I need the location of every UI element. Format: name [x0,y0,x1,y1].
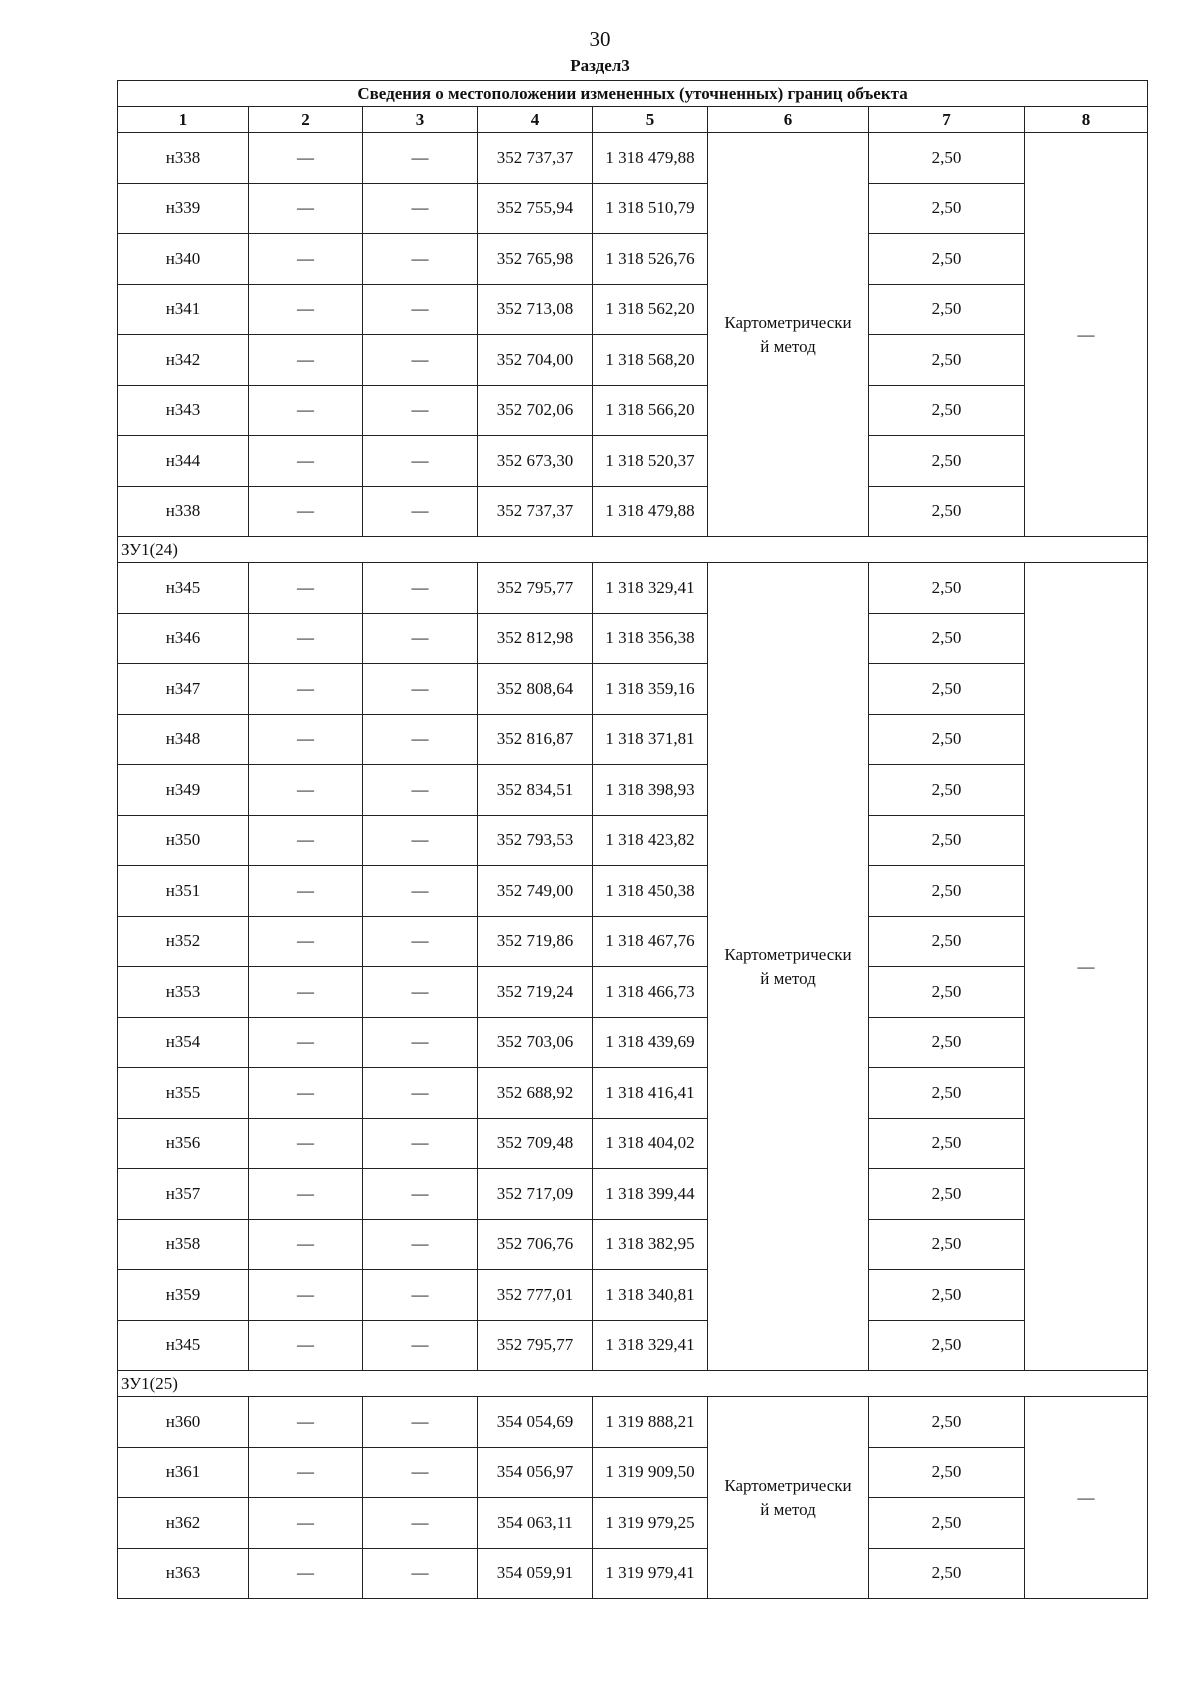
x-coordinate: 352 688,92 [478,1068,593,1119]
col3-dash: — [363,1118,478,1169]
y-coordinate: 1 318 510,79 [593,183,708,234]
table-row [118,866,1148,917]
accuracy-value: 2,50 [869,436,1025,487]
col3-dash: — [363,1017,478,1068]
x-coordinate: 352 673,30 [478,436,593,487]
col3-dash: — [363,1447,478,1498]
table-row [118,1169,1148,1220]
accuracy-value: 2,50 [869,1270,1025,1321]
accuracy-value: 2,50 [869,563,1025,614]
y-coordinate: 1 318 340,81 [593,1270,708,1321]
method-cell [708,133,869,537]
col8-dash: — [1025,1397,1148,1599]
y-coordinate: 1 318 359,16 [593,664,708,715]
col2-dash: — [249,1017,363,1068]
table-row [118,613,1148,664]
col3-dash: — [363,284,478,335]
col3-dash: — [363,133,478,184]
point-name: н361 [118,1447,249,1498]
y-coordinate: 1 318 356,38 [593,613,708,664]
accuracy-value: 2,50 [869,1320,1025,1371]
col3-dash: — [363,815,478,866]
accuracy-value: 2,50 [869,1498,1025,1549]
point-name: н358 [118,1219,249,1270]
col2-dash: — [249,1270,363,1321]
x-coordinate: 352 704,00 [478,335,593,386]
x-coordinate: 352 795,77 [478,563,593,614]
y-coordinate: 1 319 909,50 [593,1447,708,1498]
col2-dash: — [249,1169,363,1220]
table-row [118,1270,1148,1321]
table-row [118,967,1148,1018]
y-coordinate: 1 318 404,02 [593,1118,708,1169]
y-coordinate: 1 318 329,41 [593,1320,708,1371]
table-row [118,1017,1148,1068]
col3-dash: — [363,385,478,436]
y-coordinate: 1 318 562,20 [593,284,708,335]
point-name: н355 [118,1068,249,1119]
column-number: 2 [249,107,363,133]
x-coordinate: 352 749,00 [478,866,593,917]
point-name: н345 [118,1320,249,1371]
y-coordinate: 1 319 888,21 [593,1397,708,1448]
col2-dash: — [249,765,363,816]
x-coordinate: 352 812,98 [478,613,593,664]
x-coordinate: 352 709,48 [478,1118,593,1169]
col2-dash: — [249,563,363,614]
col2-dash: — [249,234,363,285]
table-row [118,284,1148,335]
y-coordinate: 1 318 566,20 [593,385,708,436]
col2-dash: — [249,436,363,487]
x-coordinate: 354 063,11 [478,1498,593,1549]
point-name: н363 [118,1548,249,1599]
table-row [118,436,1148,487]
accuracy-value: 2,50 [869,1169,1025,1220]
col3-dash: — [363,1498,478,1549]
parcel-label: ЗУ1(24) [118,537,1148,563]
point-name: н356 [118,1118,249,1169]
col3-dash: — [363,1169,478,1220]
x-coordinate: 352 706,76 [478,1219,593,1270]
table-row [118,486,1148,537]
accuracy-value: 2,50 [869,284,1025,335]
x-coordinate: 352 777,01 [478,1270,593,1321]
method-text-line2: й метод [760,1499,816,1519]
table-row [118,1447,1148,1498]
accuracy-value: 2,50 [869,385,1025,436]
col3-dash: — [363,613,478,664]
method-text-line1: Картометрически [724,944,852,964]
accuracy-value: 2,50 [869,1118,1025,1169]
table-row [118,765,1148,816]
y-coordinate: 1 318 416,41 [593,1068,708,1119]
y-coordinate: 1 318 439,69 [593,1017,708,1068]
method-text-line1: Картометрически [724,1475,852,1495]
col2-dash: — [249,486,363,537]
x-coordinate: 352 816,87 [478,714,593,765]
table-row [118,714,1148,765]
table-row [118,1219,1148,1270]
col3-dash: — [363,916,478,967]
accuracy-value: 2,50 [869,335,1025,386]
col3-dash: — [363,664,478,715]
col3-dash: — [363,866,478,917]
col2-dash: — [249,1219,363,1270]
parcel-group-row [118,537,1148,563]
x-coordinate: 352 737,37 [478,486,593,537]
point-name: н346 [118,613,249,664]
point-name: н338 [118,486,249,537]
coordinates-table [117,80,1148,1599]
x-coordinate: 352 795,77 [478,1320,593,1371]
x-coordinate: 352 717,09 [478,1169,593,1220]
column-number-row [118,107,1148,133]
table-row [118,916,1148,967]
x-coordinate: 352 808,64 [478,664,593,715]
y-coordinate: 1 318 450,38 [593,866,708,917]
accuracy-value: 2,50 [869,183,1025,234]
y-coordinate: 1 318 399,44 [593,1169,708,1220]
x-coordinate: 352 702,06 [478,385,593,436]
column-number: 5 [593,107,708,133]
y-coordinate: 1 318 479,88 [593,486,708,537]
col3-dash: — [363,234,478,285]
point-name: н338 [118,133,249,184]
accuracy-value: 2,50 [869,664,1025,715]
y-coordinate: 1 318 398,93 [593,765,708,816]
point-name: н348 [118,714,249,765]
table-row [118,1068,1148,1119]
point-name: н347 [118,664,249,715]
y-coordinate: 1 319 979,41 [593,1548,708,1599]
table-row [118,234,1148,285]
method-text-line1: Картометрически [724,312,852,332]
point-name: н354 [118,1017,249,1068]
method-text-line2: й метод [760,336,816,356]
col2-dash: — [249,1548,363,1599]
col2-dash: — [249,866,363,917]
col2-dash: — [249,1397,363,1448]
col2-dash: — [249,916,363,967]
point-name: н357 [118,1169,249,1220]
y-coordinate: 1 318 382,95 [593,1219,708,1270]
point-name: н352 [118,916,249,967]
x-coordinate: 352 755,94 [478,183,593,234]
table-caption: Сведения о местоположении измененных (уточненных) границ объекта [118,81,1148,107]
table-row [118,385,1148,436]
table-row [118,815,1148,866]
x-coordinate: 352 719,86 [478,916,593,967]
col8-dash: — [1025,133,1148,537]
col3-dash: — [363,1548,478,1599]
y-coordinate: 1 318 526,76 [593,234,708,285]
point-name: н359 [118,1270,249,1321]
y-coordinate: 1 318 466,73 [593,967,708,1018]
col3-dash: — [363,335,478,386]
y-coordinate: 1 318 423,82 [593,815,708,866]
col3-dash: — [363,714,478,765]
table-row [118,1118,1148,1169]
point-name: н341 [118,284,249,335]
parcel-label: ЗУ1(25) [118,1371,1148,1397]
x-coordinate: 354 054,69 [478,1397,593,1448]
x-coordinate: 352 719,24 [478,967,593,1018]
col2-dash: — [249,1118,363,1169]
y-coordinate: 1 319 979,25 [593,1498,708,1549]
accuracy-value: 2,50 [869,613,1025,664]
page-number: 30 [589,27,611,51]
accuracy-value: 2,50 [869,234,1025,285]
table-row [118,1320,1148,1371]
col2-dash: — [249,1447,363,1498]
col2-dash: — [249,335,363,386]
column-number: 6 [708,107,869,133]
point-name: н342 [118,335,249,386]
col2-dash: — [249,714,363,765]
accuracy-value: 2,50 [869,1397,1025,1448]
column-number: 7 [869,107,1025,133]
y-coordinate: 1 318 479,88 [593,133,708,184]
y-coordinate: 1 318 520,37 [593,436,708,487]
table-row [118,664,1148,715]
method-cell [708,563,869,1371]
col3-dash: — [363,1320,478,1371]
col2-dash: — [249,815,363,866]
col3-dash: — [363,486,478,537]
point-name: н349 [118,765,249,816]
col2-dash: — [249,385,363,436]
accuracy-value: 2,50 [869,916,1025,967]
col3-dash: — [363,183,478,234]
point-name: н343 [118,385,249,436]
point-name: н351 [118,866,249,917]
parcel-group-row [118,1371,1148,1397]
table-row [118,133,1148,184]
col2-dash: — [249,1498,363,1549]
accuracy-value: 2,50 [869,866,1025,917]
accuracy-value: 2,50 [869,1068,1025,1119]
section-title: Раздел3 [570,56,630,75]
column-number: 3 [363,107,478,133]
accuracy-value: 2,50 [869,133,1025,184]
point-name: н350 [118,815,249,866]
accuracy-value: 2,50 [869,765,1025,816]
col3-dash: — [363,967,478,1018]
x-coordinate: 354 056,97 [478,1447,593,1498]
method-cell [708,1397,869,1599]
accuracy-value: 2,50 [869,486,1025,537]
accuracy-value: 2,50 [869,1219,1025,1270]
y-coordinate: 1 318 568,20 [593,335,708,386]
col3-dash: — [363,1270,478,1321]
point-name: н360 [118,1397,249,1448]
accuracy-value: 2,50 [869,1447,1025,1498]
col2-dash: — [249,1068,363,1119]
col2-dash: — [249,613,363,664]
x-coordinate: 352 713,08 [478,284,593,335]
x-coordinate: 352 765,98 [478,234,593,285]
col2-dash: — [249,664,363,715]
column-number: 8 [1025,107,1148,133]
table-row [118,1548,1148,1599]
accuracy-value: 2,50 [869,1548,1025,1599]
x-coordinate: 352 834,51 [478,765,593,816]
col3-dash: — [363,1068,478,1119]
table-row [118,183,1148,234]
point-name: н339 [118,183,249,234]
col3-dash: — [363,1219,478,1270]
column-number: 1 [118,107,249,133]
accuracy-value: 2,50 [869,714,1025,765]
table-row [118,563,1148,614]
col2-dash: — [249,284,363,335]
y-coordinate: 1 318 467,76 [593,916,708,967]
y-coordinate: 1 318 371,81 [593,714,708,765]
column-number: 4 [478,107,593,133]
col8-dash: — [1025,563,1148,1371]
point-name: н344 [118,436,249,487]
table-row [118,1397,1148,1448]
point-name: н340 [118,234,249,285]
col3-dash: — [363,765,478,816]
table-row [118,1498,1148,1549]
x-coordinate: 352 793,53 [478,815,593,866]
col3-dash: — [363,436,478,487]
method-text-line2: й метод [760,968,816,988]
col3-dash: — [363,563,478,614]
col2-dash: — [249,967,363,1018]
table-row [118,335,1148,386]
point-name: н353 [118,967,249,1018]
point-name: н362 [118,1498,249,1549]
col3-dash: — [363,1397,478,1448]
accuracy-value: 2,50 [869,967,1025,1018]
col2-dash: — [249,133,363,184]
x-coordinate: 352 737,37 [478,133,593,184]
point-name: н345 [118,563,249,614]
col2-dash: — [249,183,363,234]
accuracy-value: 2,50 [869,815,1025,866]
x-coordinate: 354 059,91 [478,1548,593,1599]
accuracy-value: 2,50 [869,1017,1025,1068]
y-coordinate: 1 318 329,41 [593,563,708,614]
x-coordinate: 352 703,06 [478,1017,593,1068]
col2-dash: — [249,1320,363,1371]
